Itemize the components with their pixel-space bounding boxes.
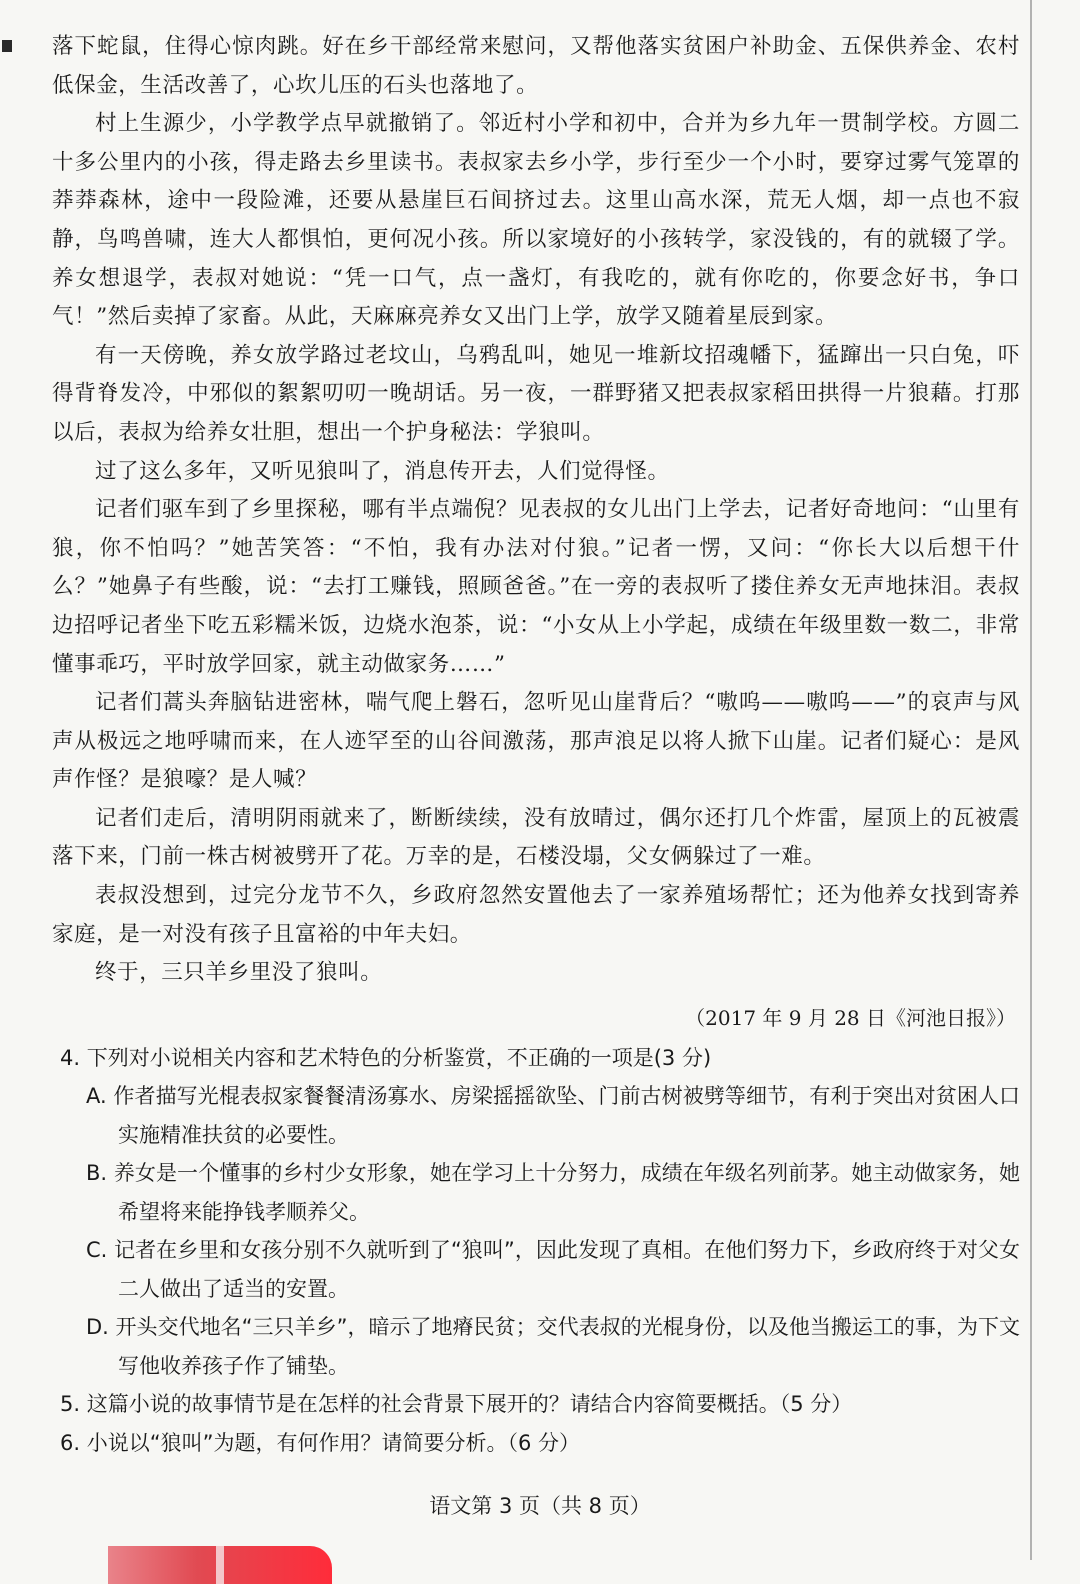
story-source: （2017 年 9 月 28 日《河池日报》） [685, 1005, 1016, 1030]
question-4-stem: 4. 下列对小说相关内容和艺术特色的分析鉴赏，不正确的一项是(3 分) [60, 1045, 712, 1070]
story-paragraph-8: 表叔没想到，过完分龙节不久，乡政府忽然安置他去了一家养殖场帮忙；还为他养女找到寄养家庭，是一对没有孩子且富裕的中年夫妇。 [52, 883, 1020, 947]
story-paragraph-9: 终于，三只羊乡里没了狼叫。 [95, 960, 383, 986]
question-section [60, 1039, 1020, 1463]
story-paragraph-3: 有一天傍晚，养女放学路过老坟山，乌鸦乱叫，她见一堆新坟招魂幡下，猛蹿出一只白兔，吓得背脊发冷，中邪似的絮絮叨叨一晚胡话。另一夜，一群野猪又把表叔家稻田拱得一片狼藉。打那以后，表叔为给养女壮胆，想出一个护身秘法：学狼叫。 [52, 342, 1020, 445]
question-4-option-a: A. 作者描写光棍表叔家餐餐清汤寡水、房梁摇摇欲坠、门前古树被劈等细节，有利于突出对贫困人口实施精准扶贫的必要性。 [86, 1084, 1020, 1147]
story-paragraph-7: 记者们走后，清明阴雨就来了，断断续续，没有放晴过，偶尔还打几个炸雷，屋顶上的瓦被震落下来，门前一株古树被劈开了花。万幸的是，石楼没塌，父女俩躲过了一难。 [52, 805, 1020, 870]
question-4-option-d: D. 开头交代地名“三只羊乡”，暗示了地瘠民贫；交代表叔的光棍身份，以及他当搬运工的事，为下文写他收养孩子作了铺垫。 [86, 1315, 1020, 1378]
question-5: 5. 这篇小说的故事情节是在怎样的社会背景下展开的？请结合内容简要概括。（5 分） [60, 1392, 853, 1417]
question-4-option-c: C. 记者在乡里和女孩分别不久就听到了“狼叫”，因此发现了真相。在他们努力下，乡政府终于对父女二人做出了适当的安置。 [86, 1238, 1020, 1301]
story-text [52, 28, 1020, 993]
scan-page-edge [1030, 0, 1032, 1560]
red-tab-notch [216, 1546, 224, 1584]
page-content [52, 28, 1020, 1462]
story-paragraph-4: 过了这么多年，又听见狼叫了，消息传开去，人们觉得怪。 [95, 458, 670, 484]
question-6: 6. 小说以“狼叫”为题，有何作用？请简要分析。（6 分） [60, 1430, 581, 1455]
story-paragraph-1: 落下蛇鼠，住得心惊肉跳。好在乡干部经常来慰问，又帮他落实贫困户补助金、五保供养金、农村低保金，生活改善了，心坎儿压的石头也落地了。 [52, 34, 1020, 98]
page-footer: 语文第 3 页（共 8 页） [429, 1494, 651, 1518]
story-paragraph-6: 记者们蒿头奔脑钻进密林，喘气爬上磐石，忽听见山崖背后？“嗷呜——嗷呜——”的哀声与风声从极远之地呼啸而来，在人迹罕至的山谷间激荡，那声浪足以将人掀下山崖。记者们疑心：是风声作怪？是狼嚎？是人喊？ [52, 690, 1020, 793]
story-paragraph-2: 村上生源少，小学教学点早就撤销了。邻近村小学和初中，合并为乡九年一贯制学校。方圆二十多公里内的小孩，得走路去乡里读书。表叔家去乡小学，步行至少一个小时，要穿过雾气笼罩的莽莽森林，途中一段险滩，还要从悬崖巨石间挤过去。这里山高水深，荒无人烟，却一点也不寂静，鸟鸣兽啸，连大人都惧怕，更何况小孩。所以家境好的小孩转学，家没钱的，有的就辍了学。养女想退学，表叔对她说：“凭一口气，点一盏灯，有我吃的，就有你吃的，你要念好书，争口气！”然后卖掉了家畜。从此，天麻麻亮养女又出门上学，放学又随着星辰到家。 [52, 111, 1020, 330]
story-paragraph-5: 记者们驱车到了乡里探秘，哪有半点端倪？见表叔的女儿出门上学去，记者好奇地问：“山里有狼，你不怕吗？”她苦笑答：“不怕，我有办法对付狼。”记者一愣，又问：“你长大以后想干什么？”她鼻子有些酸，说：“去打工赚钱，照顾爸爸。”在一旁的表叔听了搂住养女无声地抹泪。表叔边招呼记者坐下吃五彩糯米饭，边烧水泡茶，说：“小女从上小学起，成绩在年级里数一数二，非常懂事乖巧，平时放学回家，就主动做家务……” [52, 497, 1020, 677]
question-4-option-b: B. 养女是一个懂事的乡村少女形象，她在学习上十分努力，成绩在年级名列前茅。她主动做家务，她希望将来能挣钱孝顺养父。 [86, 1161, 1020, 1224]
scan-margin-mark [2, 40, 12, 52]
